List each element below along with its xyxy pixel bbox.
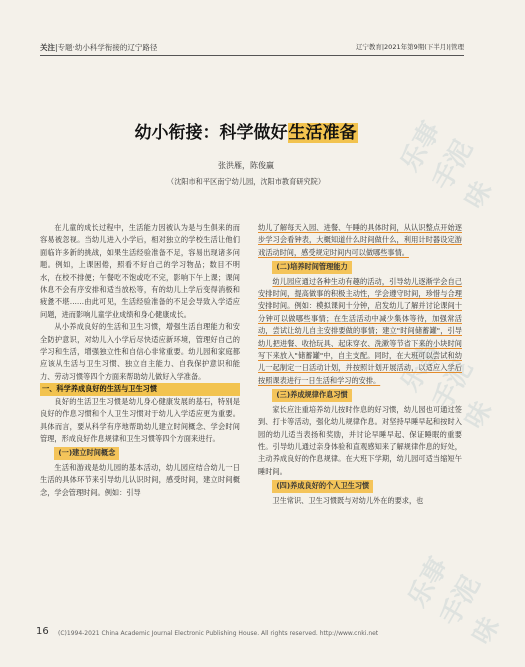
affiliation: （沈阳市和平区南宁幼儿园，沈阳市教育研究院） — [166, 177, 326, 186]
copyright-footer: (C)1994-2021 China Academic Journal Electronic Publishing House. All rights reserved. http://www.cnki.net — [58, 630, 379, 637]
paragraph: 幼儿了解每天入园、进餐、午睡的具体时间，从认识整点开始逐步学习会看钟表，大概知道什么时间做什么，利用计时器设定游戏活动时间，感受规定时间内可以做哪些事情。 — [258, 223, 462, 257]
right-column — [258, 222, 462, 507]
paragraph: 生活和游戏是幼儿园的基本活动，幼儿园应结合幼儿一日生活的具体环节来引导幼儿认识时间，感受时间，建立时间概念，学会管理时间。例如：引导 — [40, 462, 240, 497]
article-title — [0, 118, 492, 143]
running-header-right: 辽宁教育|2021年第9期(下半月)|管理 — [355, 43, 464, 51]
paragraph: 卫生常识、卫生习惯既与对幼儿外在的要求，也 — [272, 495, 424, 505]
subsection-heading: (四)养成良好的个人卫生习惯 — [272, 480, 373, 492]
running-header-left — [40, 42, 157, 53]
paragraph: 良好的生活卫生习惯是幼儿身心健康发展的基石，特别是良好的作息习惯和个人卫生习惯对于幼儿入学适应更为重要。具体而言，要从科学有序地帮助幼儿建立时间概念、学会时间管理，形成良好作息规律和卫生习惯等四个方面来进行。 — [40, 396, 240, 443]
section-heading: 一、科学养成良好的生活与卫生习惯 — [40, 383, 240, 395]
watermark-text: 乐事手泥味 — [395, 116, 499, 214]
paragraph: 家长应注重培养幼儿按时作息的好习惯，幼儿园也可通过签到、打卡等活动，强化幼儿规律作息。对坚持早睡早起和按时入园的幼儿适当表扬和奖励，并讨论早睡早起、保证睡眠的重要性。引导幼儿通过亲身体验和直观感知来了解规律作息的好处，主动养成良好的作息规律。在大班下学期，幼儿园可适当缩短午睡时间。 — [258, 404, 462, 476]
subsection-heading: (三)养成规律作息习惯 — [272, 389, 351, 401]
paragraph: 在儿童的成长过程中，生活能力因被认为是与生俱来的而容易被忽视。当幼儿进入小学后，相对独立的学校生活让他们面临许多新的挑战，如果生活经验准备不足，容易出现诸多问题。例如，上课困倦，照看不好自己的学习物品；数目不明水，在校不排便；午餐吃不饱或吃不完，影响下午上课；课间休息不会有序安排和适当放松等，有的幼儿上学后变得消极和疲惫不堪……由此可见，生活经验准备的不足会导致入学适应问题，进而影响儿童学业成绩和身心健康成长。 — [40, 223, 240, 319]
paragraph: 幼儿园应通过各种生动有趣的活动，引导幼儿逐渐学会自己安排时间，提高做事的积极主动性，学会遵守时间，珍惜与合理安排时间。例如：模拟课间十分钟，启发幼儿了解并讨论课间十分钟可以做哪些事情；在生活活动中减少集体等待，加强常活动，尝试让幼儿自主安排要做的事情；建立"时间储蓄罐"，引导幼儿把进餐、收拾玩具、起床穿衣、洗漱等节省下来的小块时间写下来放入"储蓄罐"中，自主支配。同时，在大班可以尝试和幼儿一起制定一日活动计划，并按照计划开展活动，以适应入学后按照课表进行一日生活和学习的安排。 — [258, 276, 462, 385]
watermark-text: 乐事手泥味 — [395, 336, 499, 434]
title-highlight: 生活准备 — [288, 123, 357, 143]
subsection-heading: (二)培养时间管理能力 — [272, 261, 351, 273]
header-tag: 关注 — [40, 43, 55, 52]
header-topic: |专题·幼小科学衔接的辽宁路径 — [55, 43, 158, 52]
paragraph: 从小养成良好的生活和卫生习惯，增强生活自理能力和安全防护意识，对幼儿入小学后尽快适应新环境，管理好自己的学习和生活，增强独立性和自信心非常重要。幼儿园和家庭都应该从生活与卫生习惯、独立自主能力、自我保护意识和能力、劳动习惯等四个方面来帮助幼儿做好入学准备。 — [40, 322, 240, 381]
title-prefix: 幼小衔接：科学做好 — [134, 123, 288, 143]
page-number: 16 — [36, 626, 49, 637]
watermark-text: 乐事手泥味 — [402, 552, 506, 650]
header-rule — [40, 55, 464, 56]
left-column — [40, 222, 240, 499]
authors: 张洪雁，陈俊赢 — [218, 161, 274, 170]
subsection-heading: (一)建立时间概念 — [54, 447, 119, 459]
